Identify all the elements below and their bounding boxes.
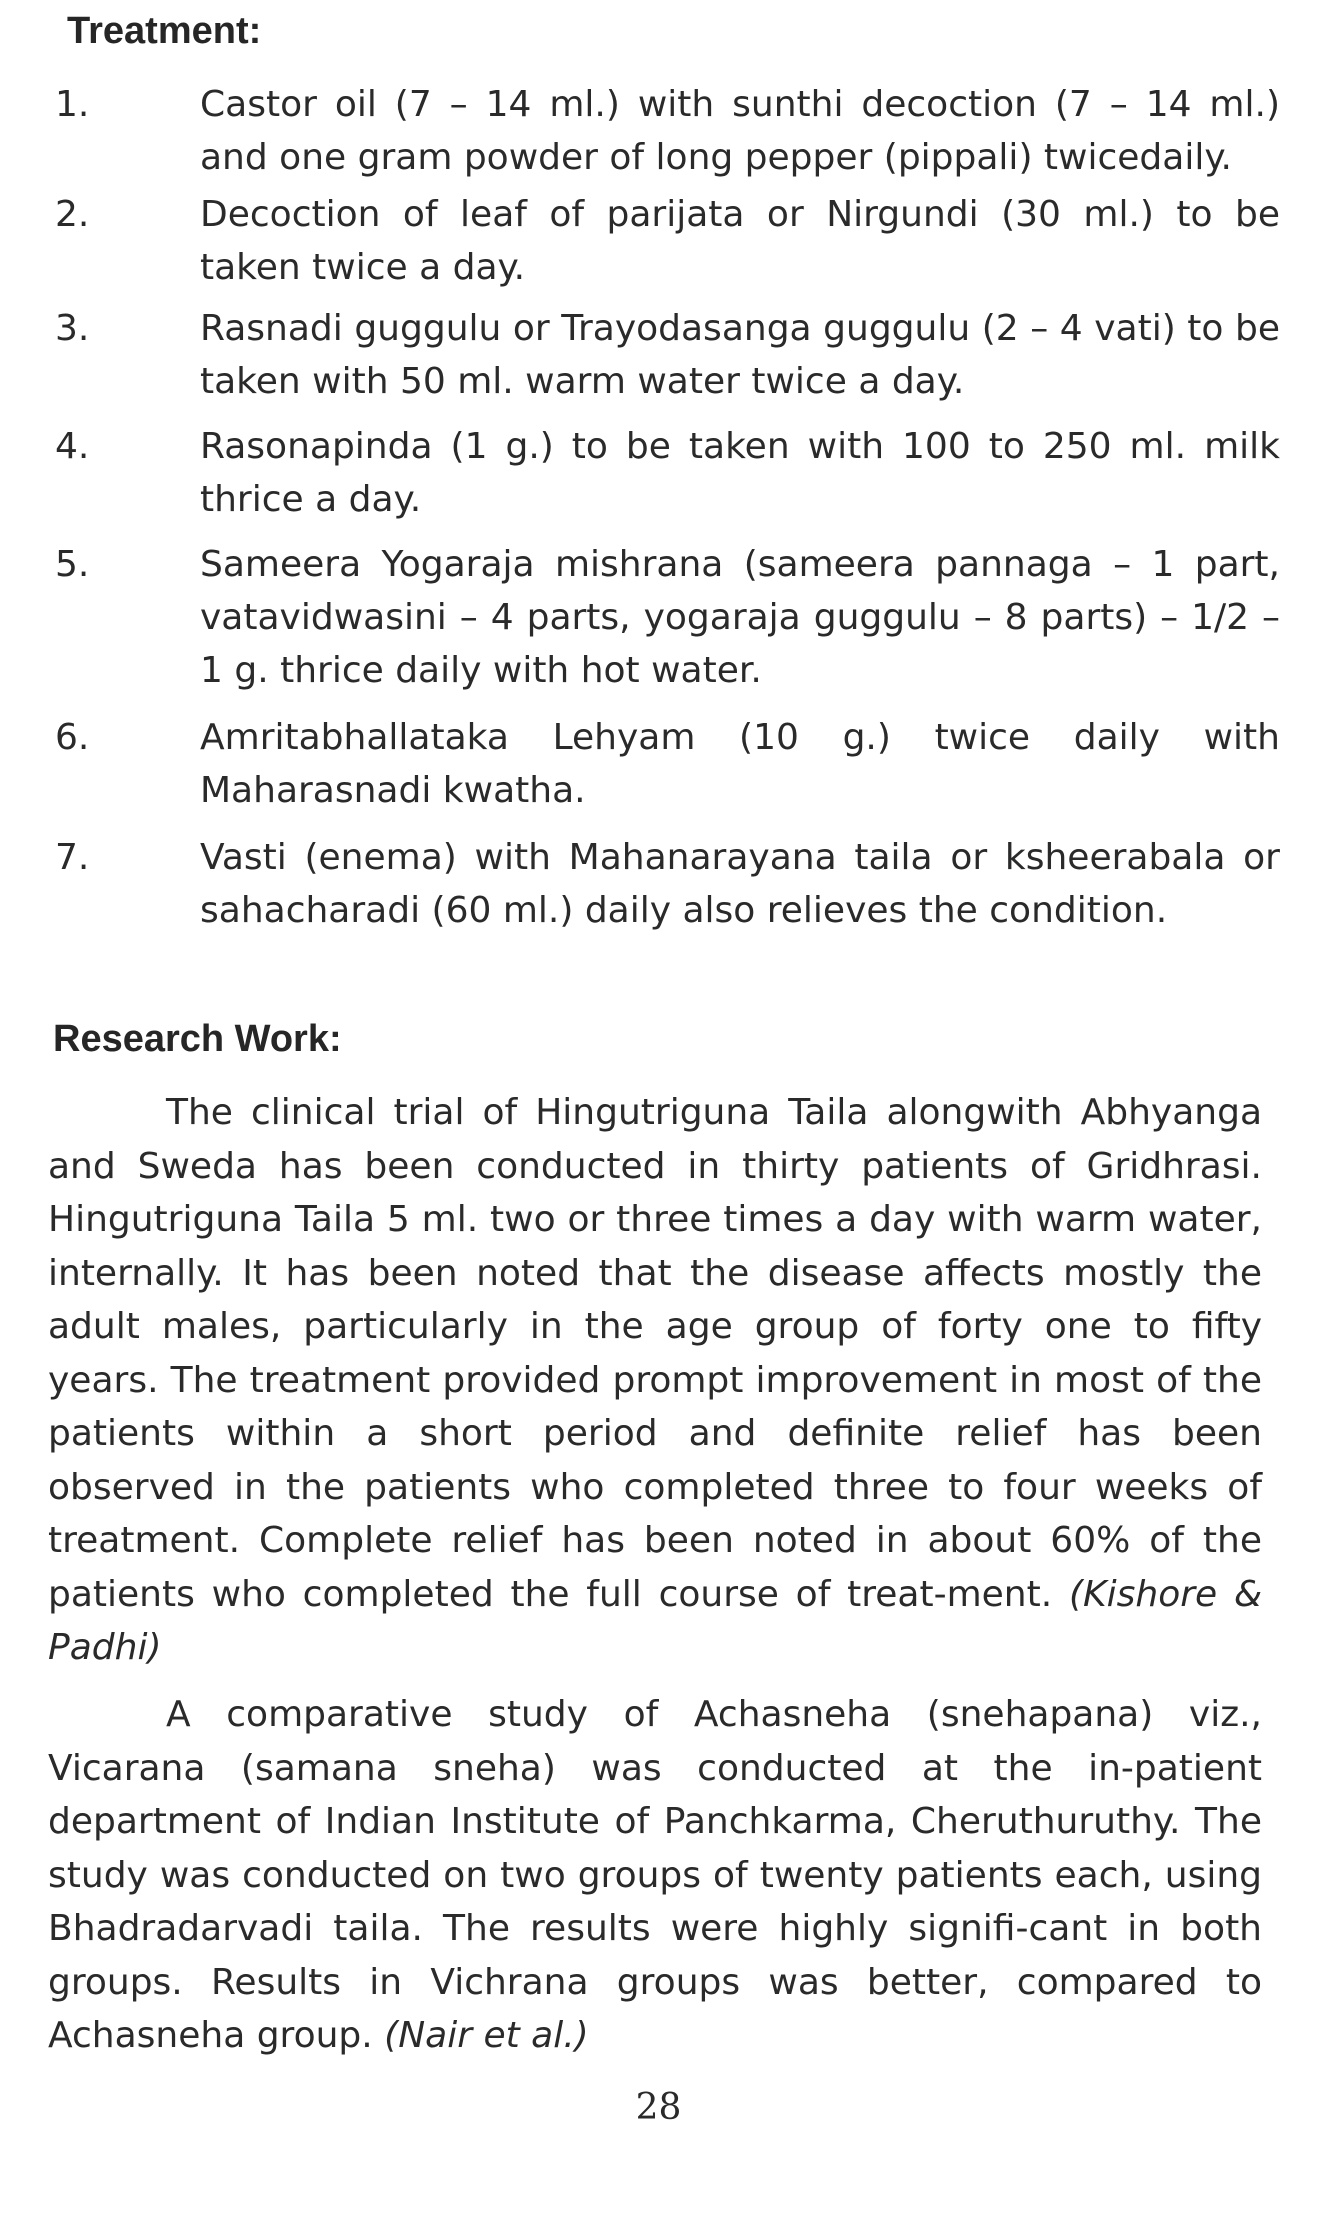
treatment-item-number: 3. [55,308,90,349]
treatment-item-text: Rasnadi guggulu or Trayodasanga guggulu (2 – 4 vati) to be taken with 50 ml. warm water twice a day. [200,308,1280,402]
treatment-item [55,420,1280,526]
treatment-heading: Treatment: [67,10,262,52]
treatment-item [55,302,1280,408]
treatment-item-text: Decoction of leaf of parijata or Nirgundi (30 ml.) to be taken twice a day. [200,194,1280,288]
citation: (Nair et al.) [384,2015,589,2056]
treatment-item-text: Sameera Yogaraja mishrana (sameera pannaga – 1 part, vatavidwasini – 4 parts, yogaraja guggulu – 8 parts) – 1/2 – 1 g. thrice daily with hot water. [200,544,1280,691]
treatment-item-number: 6. [55,717,90,758]
treatment-item-text: Amritabhallataka Lehyam (10 g.) twice daily with Maharasnadi kwatha. [200,717,1280,811]
page-number: 28 [635,2087,682,2128]
treatment-item [55,78,1280,184]
treatment-item [55,188,1280,294]
treatment-item-number: 2. [55,194,90,235]
treatment-item-text: Rasonapinda (1 g.) to be taken with 100 to 250 ml. milk thrice a day. [200,426,1280,520]
research-paragraph [48,1086,1262,1675]
research-paragraph-text: The clinical trial of Hingutriguna Taila alongwith Abhyanga and Sweda has been conducted in thirty patients of Gridhrasi. Hingutriguna Taila 5 ml. two or three times a day with warm water, internally. It has been noted that the disease affects mostly the adult males, particularly in the age group of forty one to fifty years. The treatment provided prompt improvement in most of the patients within a short period and definite relief has been observed in the patients who completed three to four weeks of treatment. Complete relief has been noted in about 60% of the patients who completed the full course of treat-ment. [48,1092,1262,1615]
treatment-item-text: Castor oil (7 – 14 ml.) with sunthi decoction (7 – 14 ml.) and one gram powder of long pepper (pippali) twicedaily. [200,84,1280,178]
treatment-item [55,538,1280,697]
treatment-item-number: 7. [55,837,90,878]
treatment-item-number: 5. [55,544,90,585]
treatment-item [55,831,1280,937]
treatment-item-number: 1. [55,84,90,125]
treatment-item-text: Vasti (enema) with Mahanarayana taila or ksheerabala or sahacharadi (60 ml.) daily also relieves the condition. [200,837,1280,931]
research-paragraph [48,1688,1262,2063]
research-paragraph-text: A comparative study of Achasneha (snehapana) viz., Vicarana (samana sneha) was conducted at the in-patient department of Indian Institute of Panchkarma, Cheruthuruthy. The study was conducted on two groups of twenty patients each, using Bhadradarvadi taila. The results were highly signifi-cant in both groups. Results in Vichrana groups was better, compared to Achasneha group. [48,1694,1262,2056]
citation: (Kishore & Padhi) [48,1573,1263,1668]
treatment-list [55,78,1280,937]
treatment-item-number: 4. [55,426,90,467]
research-heading: Research Work: [53,1018,342,1060]
treatment-item [55,711,1280,817]
